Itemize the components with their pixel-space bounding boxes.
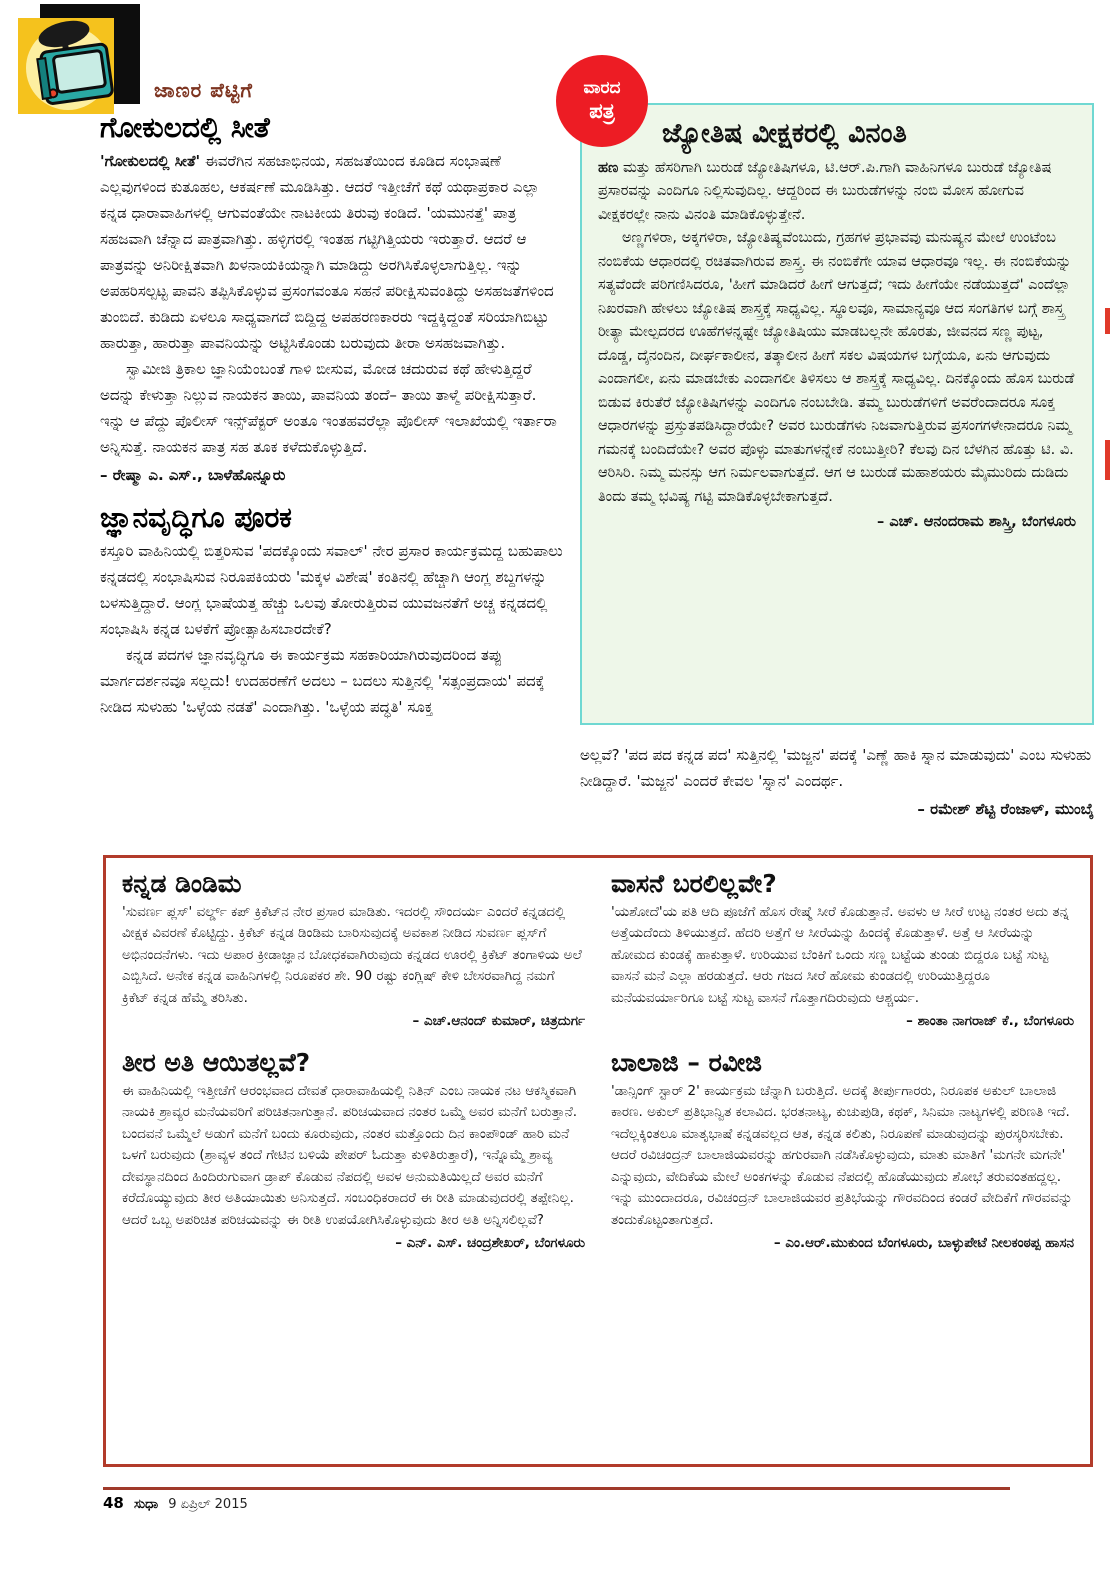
letter-paragraph: ಕನ್ನಡ ಪದಗಳ ಜ್ಞಾನವೃದ್ಧಿಗೂ ಈ ಕಾರ್ಯಕ್ರಮ ಸಹಕಾರಿಯಾಗಿರುವುದರಿಂದ ತಪ್ಪು ಮಾರ್ಗದರ್ಶನವೂ ಸಲ್ಲದು! ಉದಹರಣೆಗೆ ಅದಲು – ಬದಲು ಸುತ್ತಿನಲ್ಲಿ 'ಸತ್ಸಂಪ್ರದಾಯ' ಪದಕ್ಕೆ ನೀಡಿದ ಸುಳುಹು 'ಒಳ್ಳೆಯ ನಡತೆ' ಎಂದಾಗಿತ್ತು. 'ಒಳ್ಳೆಯ ಪದ್ಧತಿ' ಸೂಕ್ತ: [100, 646, 545, 717]
magazine-name: ಸುಧಾ: [134, 1497, 159, 1512]
letter-signature: – ಶಾಂತಾ ನಾಗರಾಜ್ ಕೆ., ಬೆಂಗಳೂರು: [906, 1013, 1074, 1030]
letter-paragraph: ಅಲ್ಲವೆ? 'ಪದ ಪದ ಕನ್ನಡ ಪದ' ಸುತ್ತಿನಲ್ಲಿ 'ಮಜ್ಜನ' ಪದಕ್ಕೆ 'ಎಣ್ಣೆ ಹಾಕಿ ಸ್ನಾನ ಮಾಡುವುದು' ಎಂಬ ಸುಳುಹು ನೀಡಿದ್ದಾರೆ. 'ಮಜ್ಜನ' ಎಂದರೆ ಕೇವಲ 'ಸ್ನಾನ' ಎಂದರ್ಥ.: [580, 746, 1092, 790]
page-edge-mark: [1105, 440, 1110, 480]
letter-title: ಗೋಕುಲದಲ್ಲಿ ಸೀತೆ: [100, 111, 270, 144]
badge-line1: ವಾರದ: [583, 78, 621, 99]
letter-paragraph: ಹಣ ಮತ್ತು ಹೆಸರಿಗಾಗಿ ಬುರುಡೆ ಜ್ಯೋತಿಷಿಗಳೂ, ಟಿ.ಆರ್.ಪಿ.ಗಾಗಿ ವಾಹಿನಿಗಳೂ ಬುರುಡೆ ಜ್ಯೋತಿಷ ಪ್ರಸಾರವನ್ನು ಎಂದಿಗೂ ನಿಲ್ಲಿಸುವುದಿಲ್ಲ. ಆದ್ದರಿಂದ ಈ ಬುರುಡೆಗಳನ್ನು ನಂಬಿ ಮೋಸ ಹೋಗುವ ವೀಕ್ಷಕರಲ್ಲೇ ನಾನು ವಿನಂತಿ ಮಾಡಿಕೊಳ್ಳುತ್ತೇನೆ.: [598, 159, 1052, 223]
letter-paragraph: ಸ್ವಾಮೀಜಿ ತ್ರಿಕಾಲ ಜ್ಞಾನಿಯೆಂಬಂತೆ ಗಾಳಿ ಬೀಸುವ, ಮೋಡ ಚದುರುವ ಕಥೆ ಹೇಳುತ್ತಿದ್ದರೆ ಅದನ್ನು ಕೇಳುತ್ತಾ ನಿಲ್ಲುವ ನಾಯಕನ ತಾಯಿ, ಪಾವನಿಯ ತಂದೆ– ತಾಯಿ ತಾಳ್ಮೆ ಪರೀಕ್ಷಿಸುತ್ತಾರೆ. ಇನ್ನು ಆ ಪೆದ್ದು ಪೊಲೀಸ್ ಇನ್ಸ್‌ಪೆಕ್ಟರ್ ಅಂತೂ ಇಂತಹವರೆಲ್ಲಾ ಪೊಲೀಸ್ ಇಲಾಖೆಯಲ್ಲಿ ಇರ್ತಾರಾ ಅನ್ನಿಸುತ್ತೆ. ನಾಯಕನ ಪಾತ್ರ ಸಹ ತೂಕ ಕಳೆದುಕೊಳ್ಳುತ್ತಿದೆ.: [100, 360, 557, 457]
letter-signature: – ಎಚ್. ಆನಂದರಾಮ ಶಾಸ್ತ್ರಿ, ಬೆಂಗಳೂರು: [877, 514, 1076, 531]
letter-signature: – ಎಂ.ಆರ್.ಮುಕುಂದ ಬೆಂಗಳೂರು, ಬಾಳ್ಳುಪೇಟೆ ನೀಲಕಂಠಪ್ಪ ಹಾಸನ: [773, 1235, 1074, 1251]
letter-teera-ati-ayitallave: [122, 1049, 585, 1255]
page-edge-mark: [1105, 308, 1110, 334]
letter-continuation: [580, 742, 1094, 822]
letter-title: ತೀರ ಅತಿ ಆಯಿತಲ್ಲವೆ?: [122, 1047, 311, 1077]
letter-paragraph: ಕಸ್ತೂರಿ ವಾಹಿನಿಯಲ್ಲಿ ಬಿತ್ತರಿಸುವ 'ಪದಕ್ಕೊಂದು ಸವಾಲ್' ನೇರ ಪ್ರಸಾರ ಕಾರ್ಯಕ್ರಮದ್ದ ಬಹುಪಾಲು ಕನ್ನಡದಲ್ಲಿ ಸಂಭಾಷಿಸುವ ನಿರೂಪಕಿಯರು 'ಮಕ್ಕಳ ವಿಶೇಷ' ಕಂತಿನಲ್ಲಿ ಹೆಚ್ಚಾಗಿ ಆಂಗ್ಲ ಶಬ್ದಗಳನ್ನು ಬಳಸುತ್ತಿದ್ದಾರೆ. ಆಂಗ್ಲ ಭಾಷೆಯತ್ತ ಹೆಚ್ಚು ಒಲವು ತೋರುತ್ತಿರುವ ಯುವಜನತೆಗೆ ಅಚ್ಚ ಕನ್ನಡದಲ್ಲಿ ಸಂಭಾಷಿಸಿ ಕನ್ನಡ ಬಳಕೆಗೆ ಪ್ರೋತ್ಸಾಹಿಸಬಾರದೇಕೆ?: [100, 542, 563, 639]
letter-vaasane-baralillave: [611, 870, 1074, 1033]
letter-signature: – ರಮೇಶ್ ಶೆಟ್ಟಿ ರೆಂಜಾಳ್, ಮುಂಬೈ: [917, 800, 1094, 818]
letter-lead: 'ಗೋಕುಲದಲ್ಲಿ ಸೀತೆ': [100, 152, 201, 171]
letters-box-right-column: [611, 870, 1074, 1452]
footer-text: [103, 1494, 1010, 1512]
letters-box-left-column: [122, 870, 585, 1452]
letter-signature: – ರೇಷ್ಮಾ ಎ. ಎಸ್., ಬಾಳೆಹೊನ್ನೂರು: [100, 466, 286, 485]
letter-paragraph: 'ಯಶೋದೆ'ಯ ಪತಿ ಆದಿ ಪೂಜೆಗೆ ಹೊಸ ರೇಷ್ಮೆ ಸೀರೆ ಕೊಡುತ್ತಾನೆ. ಅವಳು ಆ ಸೀರೆ ಉಟ್ಟ ನಂತರ ಅದು ತನ್ನ ಅತ್ತೆಯದೆಂದು ತಿಳಿಯುತ್ತದೆ. ಹೆದರಿ ಅತ್ತೆಗೆ ಆ ಸೀರೆಯನ್ನು ಹಿಂದಕ್ಕೆ ಕೊಡುತ್ತಾಳೆ. ಅತ್ತೆ ಆ ಸೀರೆಯನ್ನು ಹೋಮದ ಕುಂಡಕ್ಕೆ ಹಾಕುತ್ತಾಳೆ. ಉರಿಯುವ ಬೆಂಕಿಗೆ ಒಂದು ಸಣ್ಣ ಬಟ್ಟೆಯ ತುಂಡು ಬಿದ್ದರೂ ಬಟ್ಟೆ ಸುಟ್ಟ ವಾಸನೆ ಮನೆ ಎಲ್ಲಾ ಹರಡುತ್ತದೆ. ಆರು ಗಜದ ಸೀರೆ ಹೋಮ ಕುಂಡದಲ್ಲಿ ಉರಿಯುತ್ತಿದ್ದರೂ ಮನೆಯವರ್ಯಾರಿಗೂ ಬಟ್ಟೆ ಸುಟ್ಟ ವಾಸನೆ ಗೊತ್ತಾಗದಿರುವುದು ಆಶ್ಚರ್ಯ.: [611, 903, 1069, 1006]
letter-lead: ಹಣ: [598, 159, 619, 176]
letter-balaji-raviji: [611, 1049, 1074, 1255]
letter-title: ಬಾಲಾಜಿ – ರವೀಜಿ: [611, 1047, 762, 1077]
left-column: [100, 112, 563, 720]
letter-paragraph: ಈ ವಾಹಿನಿಯಲ್ಲಿ ಇತ್ತೀಚೆಗೆ ಆರಂಭವಾದ ದೇವತೆ ಧಾರಾವಾಹಿಯಲ್ಲಿ ನಿತಿನ್ ಎಂಬ ನಾಯಕ ನಟ ಆಕಸ್ಮಿಕವಾಗಿ ನಾಯಕಿ ಶ್ರಾವ್ಯರ ಮನೆಯವರಿಗೆ ಪರಿಚಿತನಾಗುತ್ತಾನೆ. ಪರಿಚಯವಾದ ನಂತರ ಒಮ್ಮೆ ಅವರ ಮನೆಗೆ ಬರುತ್ತಾನೆ. ಬಂದವನೆ ಒಮ್ಮೆಲೆ ಅಡುಗೆ ಮನೆಗೆ ಬಂದು ಕೂರುವುದು, ನಂತರ ಮತ್ತೊಂದು ದಿನ ಕಾಂಪೌಂಡ್ ಹಾರಿ ಮನೆ ಒಳಗೆ ಬರುವುದು (ಶ್ರಾವ್ಯಳ ತಂದೆ ಗೇಟಿನ ಬಳಿಯೆ ಪೇಪರ್ ಓದುತ್ತಾ ಕುಳಿತಿರುತ್ತಾರೆ), ಇನ್ನೊಮ್ಮೆ ಶ್ರಾವ್ಯ ದೇವಸ್ಥಾನದಿಂದ ಹಿಂದಿರುಗುವಾಗ ಡ್ರಾಪ್ ಕೊಡುವ ನೆಪದಲ್ಲಿ ಅವಳ ಅನುಮತಿಯಿಲ್ಲದೆ ಅವರ ಮನೆಗೆ ಕರೆದೊಯ್ಯುವುದು ತೀರ ಅತಿಯಾಯಿತು ಅನಿಸುತ್ತದೆ. ಸಂಬಂಧಿಕರಾದರೆ ಈ ರೀತಿ ಮಾಡುವುದರಲ್ಲಿ ತಪ್ಪೇನಿಲ್ಲ. ಆದರೆ ಒಬ್ಬ ಅಪರಿಚಿತ ಪರಿಚಯವನ್ನು ಈ ರೀತಿ ಉಪಯೋಗಿಸಿಕೊಳ್ಳುವುದು ತೀರ ಅತಿ ಅನ್ನಿಸಲಿಲ್ಲವೆ?: [122, 1082, 578, 1228]
tv-logo-icon: [18, 4, 140, 120]
letter-paragraph: 'ಗೋಕುಲದಲ್ಲಿ ಸೀತೆ' ಈವರೆಗಿನ ಸಹಜಾಭಿನಯ, ಸಹಜತೆಯಿಂದ ಕೂಡಿದ ಸಂಭಾಷಣೆ ಎಲ್ಲವುಗಳಿಂದ ಕುತೂಹಲ, ಆಕರ್ಷಣೆ ಮೂಡಿಸಿತ್ತು. ಆದರೆ ಇತ್ತೀಚೆಗೆ ಕಥೆ ಯಥಾಪ್ರಕಾರ ಎಲ್ಲಾ ಕನ್ನಡ ಧಾರಾವಾಹಿಗಳಲ್ಲಿ ಆಗುವಂತೆಯೇ ನಾಟಕೀಯ ತಿರುವು ಕಂಡಿದೆ. 'ಯಮುನತ್ತೆ' ಪಾತ್ರ ಸಹಜವಾಗಿ ಚೆನ್ನಾದ ಪಾತ್ರವಾಗಿತ್ತು. ಹಳ್ಳಿಗರಲ್ಲಿ ಇಂತಹ ಗಟ್ಟಿಗಿತ್ತಿಯರು ಇರುತ್ತಾರೆ. ಆದರೆ ಆ ಪಾತ್ರವನ್ನು ಅನಿರೀಕ್ಷಿತವಾಗಿ ಖಳನಾಯಕಿಯನ್ನಾಗಿ ಮಾಡಿದ್ದು ಅರಗಿಸಿಕೊಳ್ಳಲಾಗುತ್ತಿಲ್ಲ. ಇನ್ನು ಅಪಹರಿಸಲ್ಪಟ್ಟ ಪಾವನಿ ತಪ್ಪಿಸಿಕೊಳ್ಳುವ ಪ್ರಸಂಗವಂತೂ ಸಹನೆ ಪರೀಕ್ಷಿಸುವಂತಿದ್ದು ಅಸಹಜತೆಗಳಿಂದ ತುಂಬಿದೆ. ಕುಡಿದು ಏಳಲೂ ಸಾಧ್ಯವಾಗದೆ ಬಿದ್ದಿದ್ದ ಅಪಹರಣಕಾರರು ಇದ್ದಕ್ಕಿದ್ದಂತೆ ಸರಿಯಾಗಿಬಿಟ್ಟು ಹಾರುತ್ತಾ, ಹಾರುತ್ತಾ ಪಾವನಿಯನ್ನು ಅಟ್ಟಿಸಿಕೊಂಡು ಬರುವುದು ತೀರಾ ಅಸಹಜವಾಗಿತ್ತು.: [100, 152, 554, 353]
letter-jnanavruddhigu-puraka: [100, 502, 563, 720]
featured-letter-box: [580, 103, 1094, 725]
letter-paragraph: ಅಣ್ಣಗಳಿರಾ, ಅಕ್ಕಗಳಿರಾ, ಜ್ಯೋತಿಷ್ಯವೆಂಬುದು, ಗ್ರಹಗಳ ಪ್ರಭಾವವು ಮನುಷ್ಯನ ಮೇಲೆ ಉಂಟೆಂಬ ನಂಬಿಕೆಯ ಆಧಾರದಲ್ಲಿ ರಚಿತವಾಗಿರುವ ಶಾಸ್ತ್ರ. ಈ ನಂಬಿಕೆಗೇ ಯಾವ ಆಧಾರವೂ ಇಲ್ಲ. ಈ ನಂಬಿಕೆಯನ್ನು ಸತ್ಯವೆಂದೇ ಪರಿಗಣಿಸಿದರೂ, 'ಹೀಗೆ ಮಾಡಿದರೆ ಹೀಗೆ ಆಗುತ್ತದೆ; ಇದು ಹೀಗೆಯೇ ನಡೆಯುತ್ತದೆ' ಎಂದೆಲ್ಲಾ ನಿಖರವಾಗಿ ಹೇಳಲು ಜ್ಯೋತಿಷ ಶಾಸ್ತ್ರಕ್ಕೆ ಸಾಧ್ಯವಿಲ್ಲ. ಸ್ಥೂಲವೂ, ಸಾಮಾನ್ಯವೂ ಆದ ಸಂಗತಿಗಳ ಬಗ್ಗೆ ಶಾಸ್ತ್ರ ರೀತ್ಯಾ ಮೇಲ್ಪದರದ ಊಹೆಗಳನ್ನಷ್ಟೇ ಜ್ಯೋತಿಷಿಯು ಮಾಡಬಲ್ಲನೇ ಹೊರತು, ಜೀವನದ ಸಣ್ಣ ಪುಟ್ಟ, ದೊಡ್ಡ, ದೈನಂದಿನ, ದೀರ್ಘಕಾಲೀನ, ತತ್ಕಾಲೀನ ಹೀಗೆ ಸಕಲ ವಿಷಯಗಳ ಬಗ್ಗೆಯೂ, ಏನು ಆಗುವುದು ಎಂದಾಗಲೀ, ಏನು ಮಾಡಬೇಕು ಎಂದಾಗಲೀ ತಿಳಿಸಲು ಆ ಶಾಸ್ತ್ರಕ್ಕೆ ಸಾಧ್ಯವಿಲ್ಲ. ದಿನಕ್ಕೊಂದು ಹೊಸ ಬುರುಡೆ ಬಿಡುವ ಕಿರುತೆರೆ ಜ್ಯೋತಿಷಿಗಳನ್ನು ಎಂದಿಗೂ ನಂಬಬೇಡಿ. ತಮ್ಮ ಬುರುಡೆಗಳಿಗೆ ಅವರೆಂದಾದರೂ ಸೂಕ್ತ ಆಧಾರಗಳನ್ನು ಪ್ರಸ್ತುತಪಡಿಸಿದ್ದಾರೆಯೇ? ಅವರ ಬುರುಡೆಗಳು ನಿಜವಾಗುತ್ತಿರುವ ಪ್ರಸಂಗಗಳೇನಾದರೂ ನಿಮ್ಮ ಗಮನಕ್ಕೆ ಬಂದಿದೆಯೇ? ಅವರ ಪೊಳ್ಳು ಮಾತುಗಳನ್ನೇಕೆ ನಂಬುತ್ತೀರಿ? ಕೆಲವು ದಿನ ಬೆಳಗಿನ ಹೊತ್ತು ಟಿ. ವಿ. ಆರಿಸಿರಿ. ನಿಮ್ಮ ಮನಸ್ಸು ಆಗ ನಿರ್ಮಲವಾಗುತ್ತದೆ. ಆಗ ಆ ಬುರುಡೆ ಮಹಾಶಯರು ಮೈಮುರಿದು ದುಡಿದು ತಿಂದು ತಮ್ಮ ಭವಿಷ್ಯ ಗಟ್ಟಿ ಮಾಡಿಕೊಳ್ಳಬೇಕಾಗುತ್ತದೆ.: [598, 230, 1075, 505]
letter-signature: – ಎನ್. ಎಸ್. ಚಂದ್ರಶೇಖರ್, ಬೆಂಗಳೂರು: [395, 1235, 585, 1251]
column-title: ಜಾಣರ ಪೆಟ್ಟಿಗೆ: [154, 78, 253, 102]
page-number: 48: [103, 1494, 124, 1512]
letter-title: ವಾಸನೆ ಬರಲಿಲ್ಲವೇ?: [611, 869, 777, 898]
letter-gokuladalli-seete: [100, 112, 563, 488]
letters-box: [103, 855, 1093, 1467]
letter-paragraph: 'ಸುವರ್ಣ ಪ್ಲಸ್' ವರ್ಲ್ಡ್ ಕಪ್ ಕ್ರಿಕೆಟ್‌ನ ನೇರ ಪ್ರಸಾರ ಮಾಡಿತು. ಇದರಲ್ಲಿ ಸೌಂದರ್ಯ ಎಂದರೆ ಕನ್ನಡದಲ್ಲಿ ವೀಕ್ಷಕ ವಿವರಣೆ ಕೊಟ್ಟಿದ್ದು. ಕ್ರಿಕೆಟ್ ಕನ್ನಡ ಡಿಂಡಿಮ ಬಾರಿಸುವುದಕ್ಕೆ ಅವಕಾಶ ನೀಡಿದ ಸುವರ್ಣ ಪ್ಲಸ್‌ಗೆ ಅಭಿನಂದನೆಗಳು. ಇದು ಅಪಾರ ಕ್ರೀಡಾಜ್ಞಾನ ಬೋಧಕವಾಗಿರುವುದು ಕನ್ನಡದ ಊರಲ್ಲಿ ಕ್ರಿಕೆಟ್ ತಂಗಾಳಿಯ ಅಲೆ ಎಬ್ಬಿಸಿದೆ. ಅನೇಕ ಕನ್ನಡ ವಾಹಿನಿಗಳಲ್ಲಿ ನಿರೂಪಕರ ಶೇ. 90 ರಷ್ಟು ಕಂಗ್ಲಿಷ್ ಕೇಳಿ ಬೇಸರವಾಗಿದ್ದ ನಮಗೆ ಕ್ರಿಕೆಟ್ ಕನ್ನಡ ಹೆಮ್ಮೆ ತರಿಸಿತು.: [122, 903, 582, 1006]
masthead: [18, 4, 253, 120]
letter-kannada-dindima: [122, 870, 585, 1033]
letter-title: ಜ್ಞಾನವೃದ್ಧಿಗೂ ಪೂರಕ: [100, 501, 292, 535]
letter-title: ಕನ್ನಡ ಡಿಂಡಿಮ: [122, 869, 242, 898]
footer-rule: [103, 1487, 1010, 1490]
featured-letter-title: ಜ್ಯೋತಿಷ ವೀಕ್ಷಕರಲ್ಲಿ ವಿನಂತಿ: [662, 118, 907, 149]
letter-signature: – ಎಚ್.ಆನಂದ್ ಕುಮಾರ್, ಚಿತ್ರದುರ್ಗ: [412, 1013, 585, 1030]
issue-date: 9 ಏಪ್ರಿಲ್ 2015: [168, 1497, 248, 1512]
page-footer: [103, 1487, 1010, 1512]
badge-line2: ಪತ್ರ: [589, 98, 615, 123]
letter-of-week-badge: [556, 55, 648, 147]
letter-paragraph: 'ಡಾನ್ಸಿಂಗ್ ಸ್ಟಾರ್ 2' ಕಾರ್ಯಕ್ರಮ ಚೆನ್ನಾಗಿ ಬರುತ್ತಿದೆ. ಅದಕ್ಕೆ ತೀರ್ಪುಗಾರರು, ನಿರೂಪಕ ಅಕುಲ್ ಬಾಲಾಜಿ ಕಾರಣ. ಅಕುಲ್ ಪ್ರತಿಭಾನ್ವಿತ ಕಲಾವಿದ. ಭರತನಾಟ್ಯ, ಕುಚುಪುಡಿ, ಕಥಕ್, ಸಿನಿಮಾ ನಾಟ್ಯಗಳಲ್ಲಿ ಪರಿಣತಿ ಇದೆ. ಇದೆಲ್ಲಕ್ಕಿಂತಲೂ ಮಾತೃಭಾಷೆ ಕನ್ನಡವಲ್ಲದ ಆತ, ಕನ್ನಡ ಕಲಿತು, ನಿರೂಪಣೆ ಮಾಡುವುದನ್ನು ಪುರಸ್ಕರಿಸಬೇಕು. ಆದರೆ ರವಿಚಂದ್ರನ್ ಬಾಲಾಜಿಯವರನ್ನು ಹಗುರವಾಗಿ ನಡೆಸಿಕೊಳ್ಳುವುದು, ಮಾತು ಮಾತಿಗೆ 'ಮಗನೇ ಮಗನೇ' ಎನ್ನುವುದು, ವೇದಿಕೆಯ ಮೇಲೆ ಅಂಕಗಳನ್ನು ಕೊಡುವ ನೆಪದಲ್ಲಿ ಹೊಡೆಯುವುದು ಶೋಭೆ ತರುವಂತಹದ್ದಲ್ಲ. ಇನ್ನು ಮುಂದಾದರೂ, ರವಿಚಂದ್ರನ್ ಬಾಲಾಜಿಯವರ ಪ್ರತಿಭೆಯನ್ನು ಗೌರವದಿಂದ ಕಂಡರೆ ವೇದಿಕೆಗೆ ಗೌರವವನ್ನು ತಂದುಕೊಟ್ಟಂತಾಗುತ್ತದೆ.: [611, 1082, 1073, 1228]
